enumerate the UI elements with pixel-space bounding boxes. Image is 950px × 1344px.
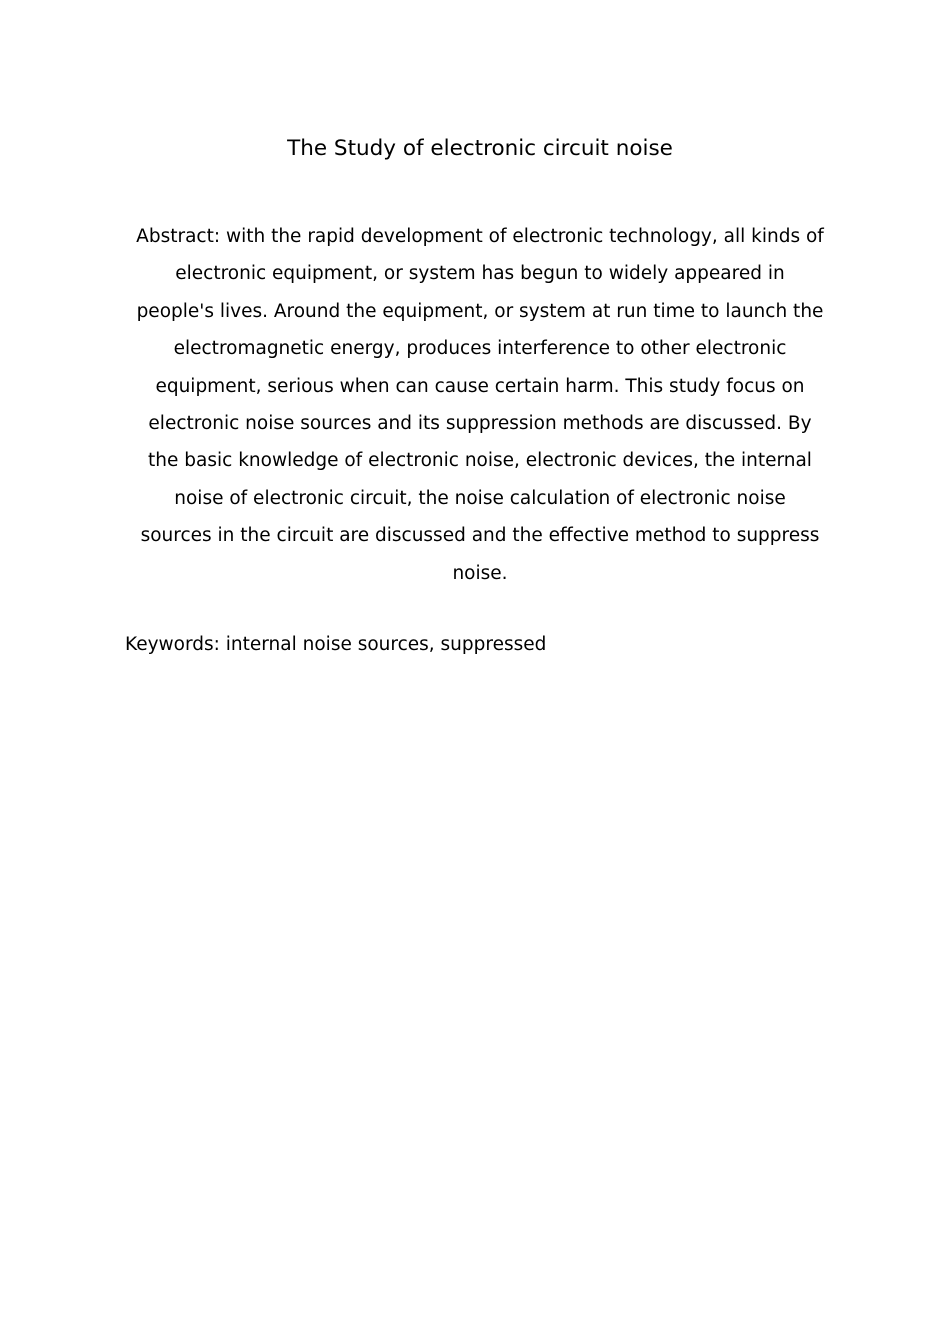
abstract-line: electronic noise sources and its suppression methods are discussed. By (148, 413, 812, 435)
keywords-line: Keywords: internal noise sources, suppressed (125, 634, 547, 655)
abstract-line: equipment, serious when can cause certain harm. This study focus on (155, 375, 805, 397)
abstract-line: Abstract: with the rapid development of electronic technology, all kinds of (136, 226, 824, 247)
abstract-line: sources in the circuit are discussed and the effective method to suppress (140, 525, 820, 547)
abstract-line: electromagnetic energy, produces interference to other electronic (173, 338, 787, 360)
document-title: The Study of electronic circuit noise (287, 136, 673, 161)
abstract-line: people's lives. Around the equipment, or system at run time to launch the (136, 300, 824, 322)
abstract-line: noise of electronic circuit, the noise calculation of electronic noise (174, 487, 786, 509)
abstract-line: the basic knowledge of electronic noise, electronic devices, the internal (148, 450, 812, 472)
abstract-paragraph (120, 218, 840, 592)
abstract-line: electronic equipment, or system has begun to widely appeared in (175, 263, 785, 285)
abstract-line: noise. (452, 562, 508, 584)
